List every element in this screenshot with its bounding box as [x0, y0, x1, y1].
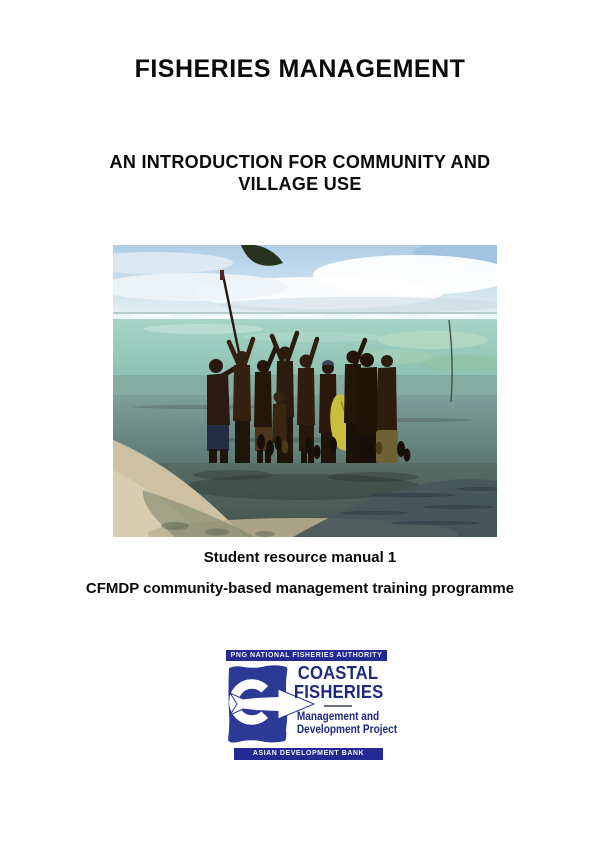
- programme-label: CFMDP community-based management training programme: [85, 580, 515, 597]
- cover-photo-image: [113, 245, 497, 537]
- logo-bottom-bar: ASIAN DEVELOPMENT BANK: [234, 748, 383, 760]
- logo-sub-line-2: Development Project: [296, 722, 398, 736]
- page-subtitle: [0, 151, 600, 195]
- manual-label: Student resource manual 1: [203, 549, 397, 566]
- page-title: FISHERIES MANAGEMENT: [134, 55, 466, 83]
- logo-name-line-2: FISHERIES: [293, 681, 384, 702]
- logo-top-bar: PNG NATIONAL FISHERIES AUTHORITY: [226, 650, 387, 661]
- logo-sub-line-1: Management and: [296, 709, 380, 723]
- cover-photo: [113, 245, 497, 537]
- logo-main-panel: [226, 661, 398, 746]
- logo-divider: [324, 705, 352, 707]
- subtitle-line-1: AN INTRODUCTION FOR COMMUNITY AND: [109, 152, 491, 172]
- coastal-fisheries-logo: [226, 650, 398, 760]
- logo-name-line-1: COASTAL: [297, 662, 379, 683]
- subtitle-line-2: VILLAGE USE: [238, 174, 362, 194]
- logo-wordmark: [289, 661, 398, 746]
